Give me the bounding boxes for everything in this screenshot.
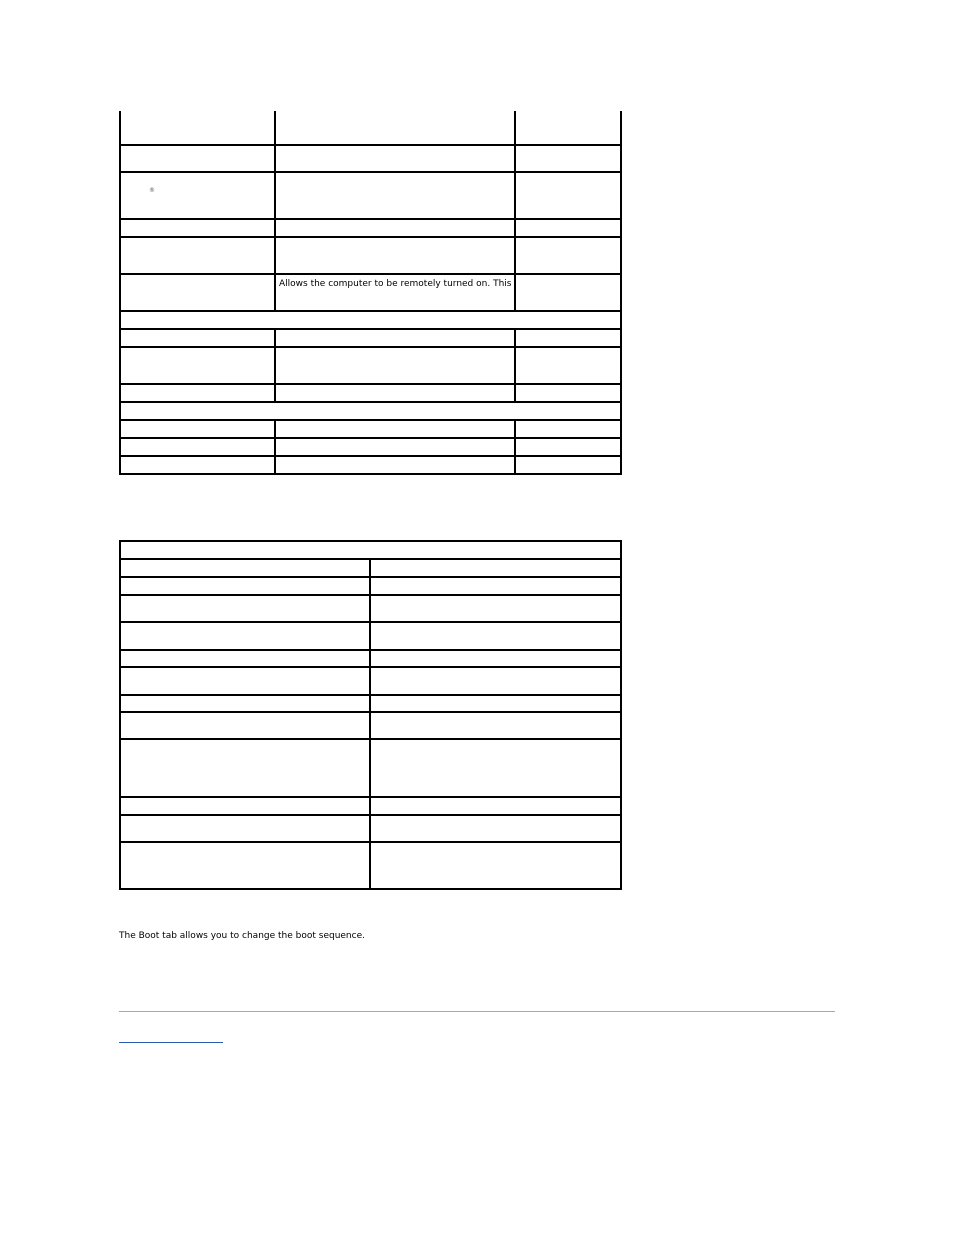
table-row [120,420,621,438]
table-row [120,842,621,889]
table-row [120,595,621,622]
section-header-row [120,311,621,329]
table-row [120,577,621,595]
table-row [120,111,621,145]
table-row [120,347,621,384]
section-header-row [120,402,621,420]
table-row [120,815,621,842]
table-row [120,650,621,667]
horizontal-divider [119,1011,835,1012]
table-row [120,172,621,219]
registered-trademark-symbol: ® [149,187,155,194]
table-row [120,237,621,274]
settings-table-boot [119,540,622,890]
table-row [120,797,621,815]
table-row [120,667,621,695]
settings-table-power [119,111,622,475]
table-row [120,695,621,712]
table-row [120,329,621,347]
table-row [120,145,621,172]
table-row [120,438,621,456]
wake-setting-description: Allows the computer to be remotely turned on. This [279,279,511,289]
table-row [120,559,621,577]
boot-tab-description: The Boot tab allows you to change the boot sequence. [119,931,365,941]
section-header-row [120,541,621,559]
table-row [120,274,621,311]
table-row [120,622,621,650]
back-to-contents-link[interactable] [119,1030,223,1043]
table-row [120,456,621,474]
table-row [120,219,621,237]
table-row [120,384,621,402]
table-row [120,712,621,739]
table-row [120,739,621,797]
